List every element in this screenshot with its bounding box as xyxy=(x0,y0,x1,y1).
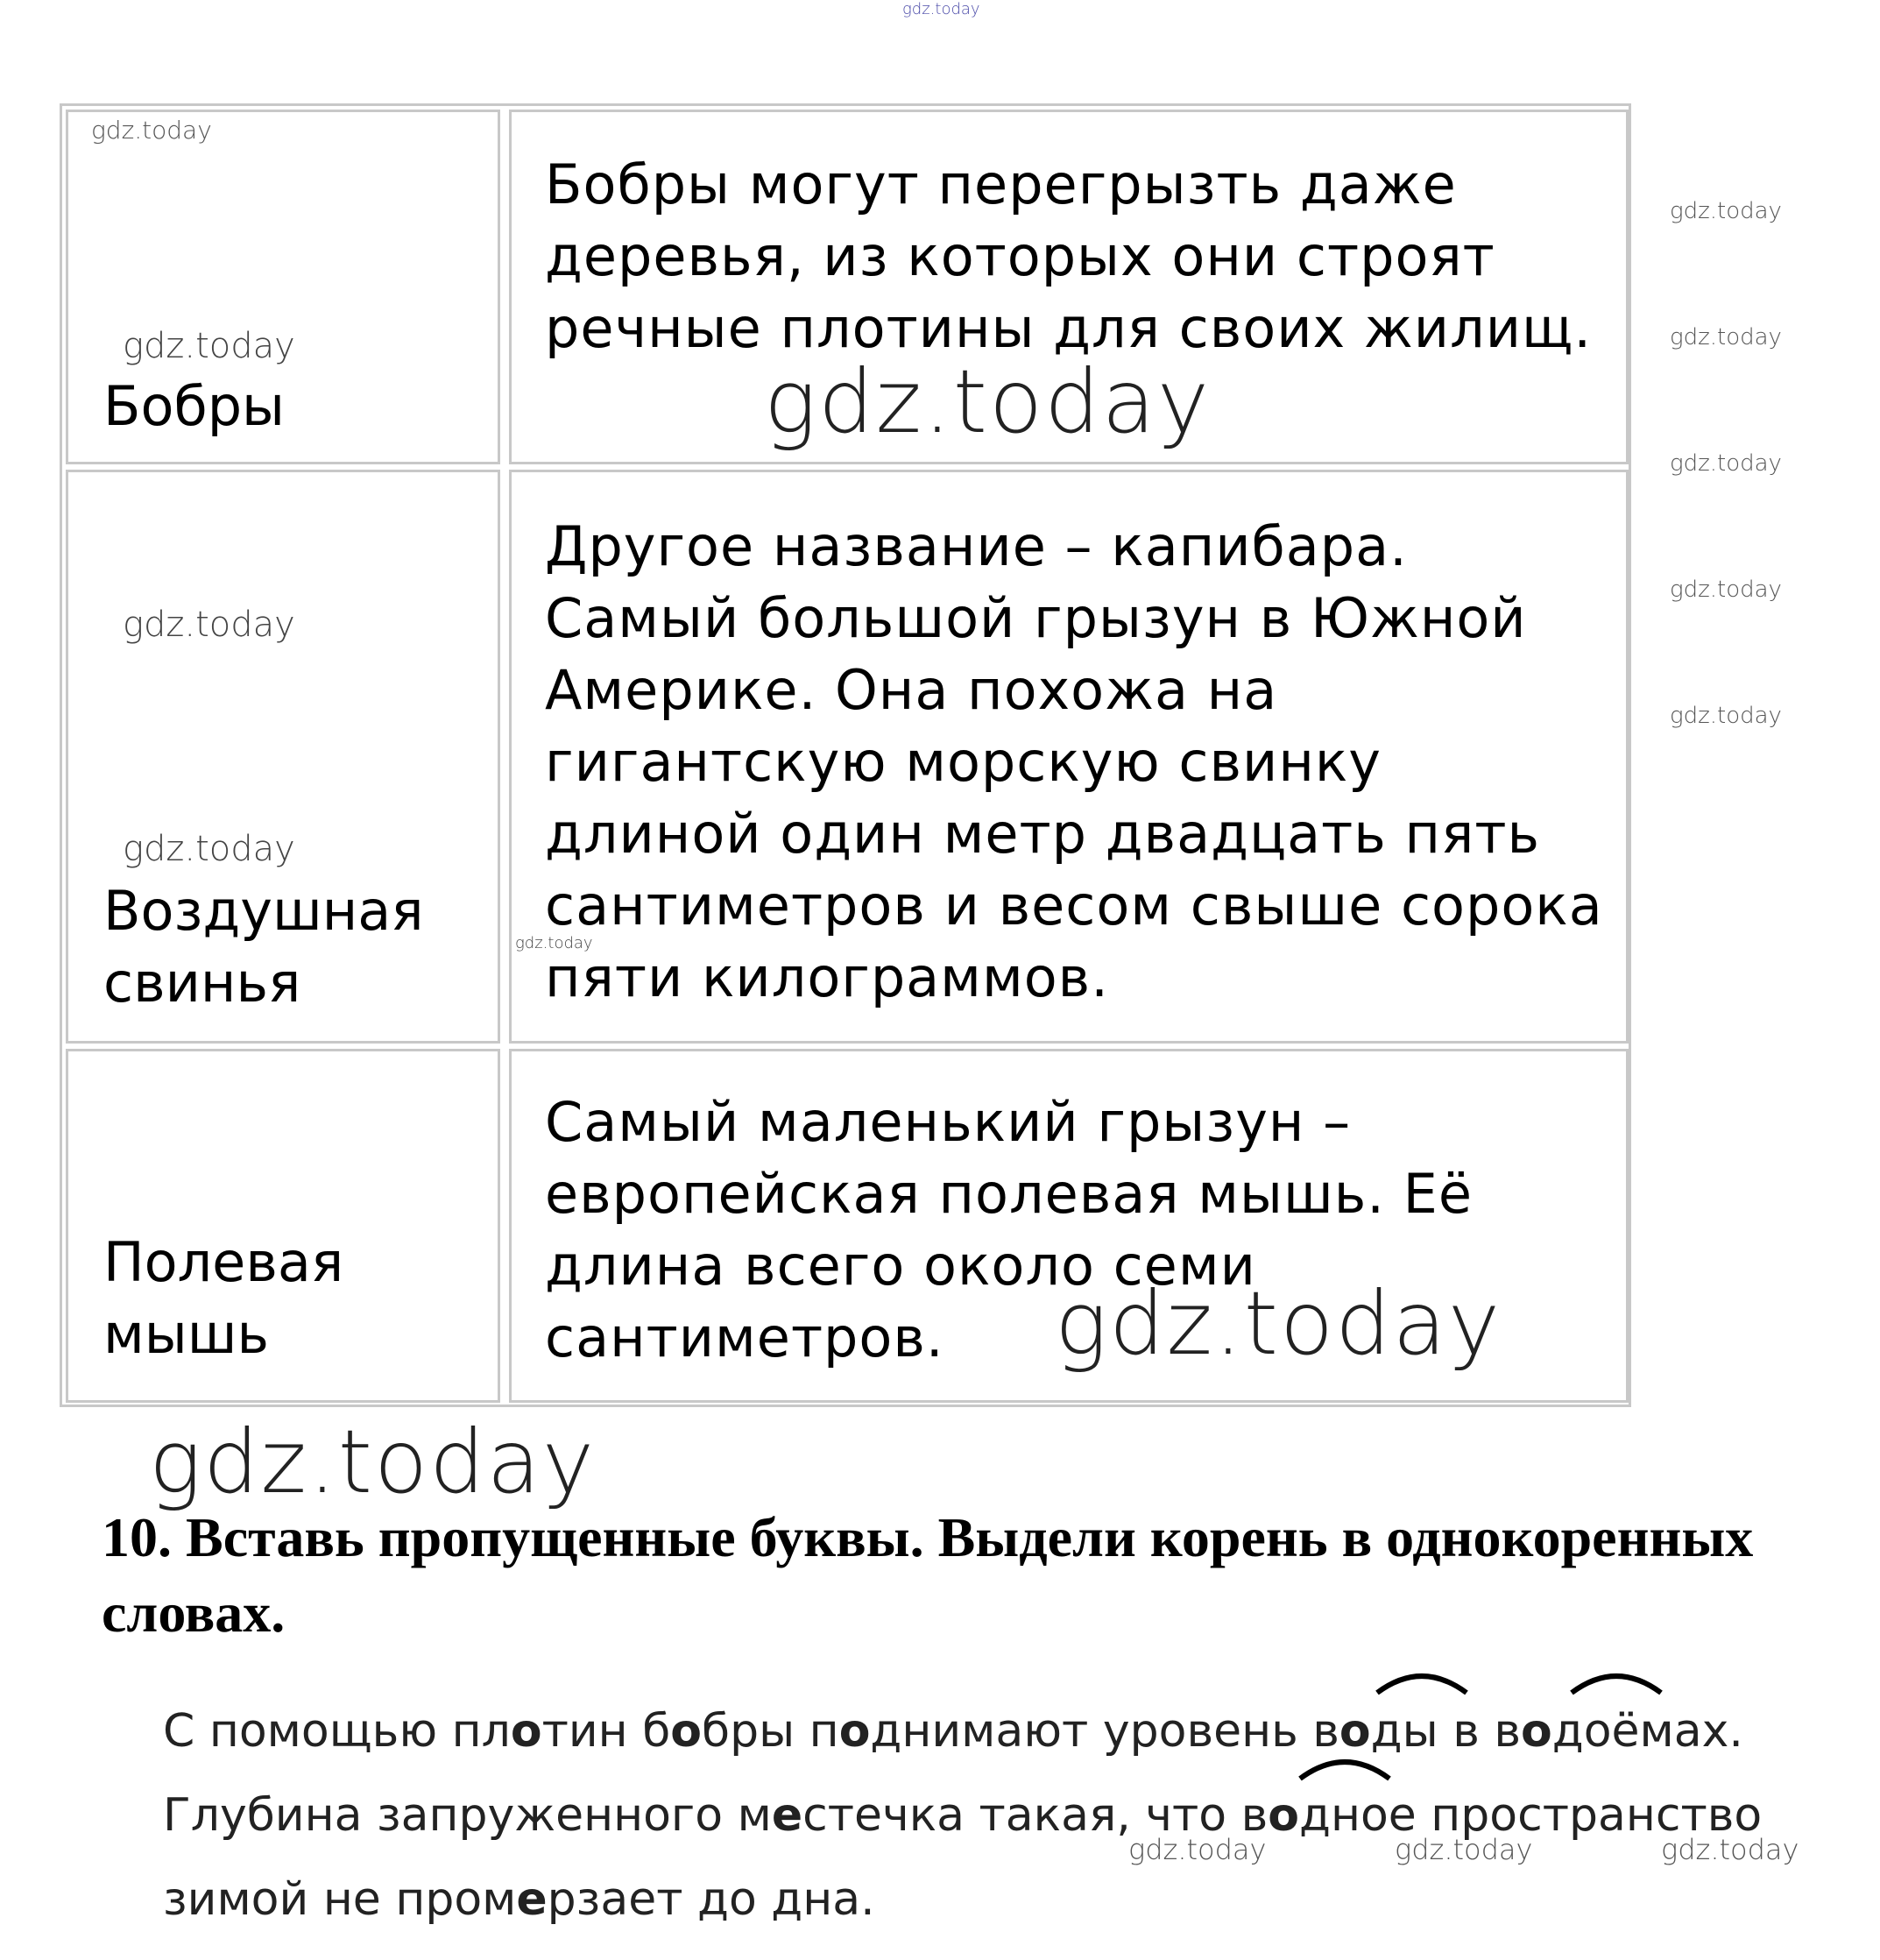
name-cell-capybara xyxy=(66,470,500,1044)
inserted-letter: о xyxy=(838,1705,871,1758)
watermark: gdz.today xyxy=(91,116,212,145)
watermark: gdz.today xyxy=(1055,1272,1502,1375)
name-cell-field-mouse xyxy=(66,1049,500,1403)
inserted-letter: о xyxy=(1268,1789,1300,1842)
watermark: gdz.today xyxy=(1395,1833,1533,1866)
root-arc-icon xyxy=(1568,1665,1664,1696)
task-line-2: Глубина запруженного местечка такая, что водное пространство xyxy=(163,1789,1763,1842)
name-cell-beavers xyxy=(66,110,500,464)
watermark: gdz.today xyxy=(515,934,593,952)
inserted-letter: о xyxy=(1339,1705,1371,1758)
inserted-letter: о xyxy=(670,1705,703,1758)
watermark: gdz.today xyxy=(1670,703,1782,729)
watermark: gdz.today xyxy=(1670,324,1782,350)
inserted-letter: е xyxy=(516,1873,548,1926)
watermark: gdz.today xyxy=(1128,1833,1267,1866)
root-arc-icon xyxy=(1374,1665,1470,1696)
task-line-1: С помощью плотин бобры поднимают уровень воды в водоёмах. xyxy=(163,1705,1743,1758)
animal-description: Бобры могут перегрызть даже деревья, из которых они строят речные плотины для своих жилищ. xyxy=(545,152,1593,360)
task-title: 10. Вставь пропущенные буквы. Выдели корень в однокоренных словах. xyxy=(102,1506,1754,1644)
watermark: gdz.today xyxy=(123,326,295,366)
watermark: gdz.today xyxy=(1661,1833,1799,1866)
watermark: gdz.today xyxy=(764,350,1212,453)
animal-table xyxy=(60,103,1631,1407)
animal-name: Бобры xyxy=(103,374,286,438)
watermark: gdz.today xyxy=(123,829,295,869)
inserted-letter: е xyxy=(771,1789,803,1842)
animal-description: Самый маленький грызун – европейская полевая мышь. Её длина всего около семи сантиметров. xyxy=(545,1090,1473,1369)
watermark: gdz.today xyxy=(1670,450,1782,477)
watermark: gdz.today xyxy=(149,1411,597,1513)
task-line-3: зимой не промерзает до дна. xyxy=(163,1873,875,1926)
task-text xyxy=(163,1689,1862,1942)
inserted-letter: о xyxy=(510,1705,542,1758)
animal-name: Воздушная свинья xyxy=(103,879,424,1015)
desc-cell-capybara xyxy=(509,470,1629,1044)
watermark: gdz.today xyxy=(123,605,295,645)
inserted-letter: о xyxy=(1521,1705,1552,1758)
watermark: gdz.today xyxy=(1670,198,1782,224)
watermark-top: gdz.today xyxy=(902,0,980,18)
animal-description: Другое название – капибара. Самый большой грызун в Южной Америке. Она похожа на гигантскую морскую свинку длиной один метр двадцать пять сантиметров и весом свыше сорока пяти килограммов. xyxy=(545,514,1603,1009)
watermark: gdz.today xyxy=(1670,577,1782,603)
animal-name: Полевая мышь xyxy=(103,1230,344,1366)
root-arc-icon xyxy=(1297,1751,1393,1782)
